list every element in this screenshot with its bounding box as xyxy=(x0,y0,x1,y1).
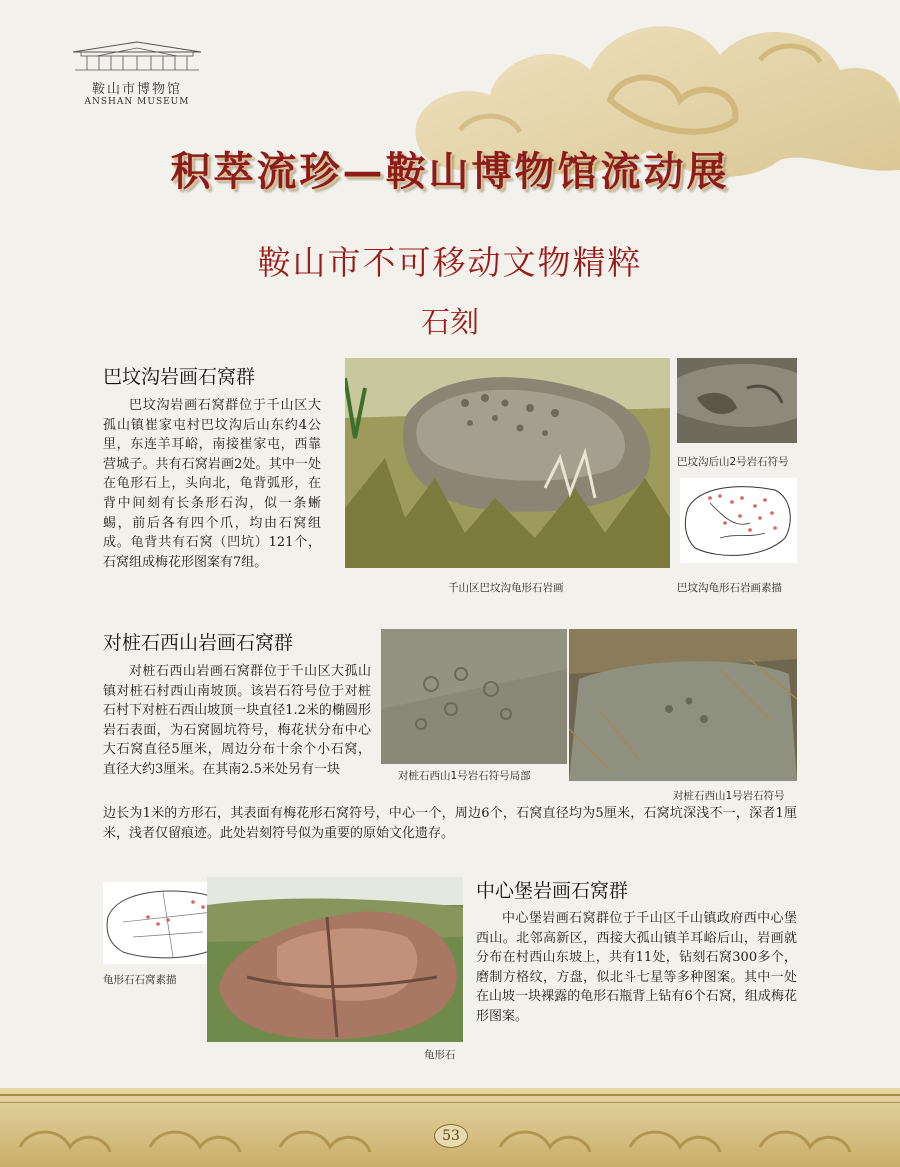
page-number-badge xyxy=(434,1124,468,1148)
turtle-rock-photo xyxy=(345,358,670,568)
section-2-heading: 对桩石西山岩画石窝群 xyxy=(103,632,294,654)
section-3-body: 中心堡岩画石窝群位于千山区千山镇政府西中心堡西山。北邻高新区，西接大孤山镇羊耳峪后山，岩画就分布在村西山东坡上，共有11处，钻刻石窝300多个，磨制方格纹，方盘，似北斗七星等多种图案。其中一处在山坡一块裸露的龟形石瓶背上钻有6个石窝，组成梅花形图案。 xyxy=(476,911,797,1024)
logo-chinese-name: 鞍山市博物馆 xyxy=(91,82,182,97)
caption-turtle-rock: 千山区巴坟沟龟形石岩画 xyxy=(448,582,564,594)
exhibition-title: 积萃流珍—鞍山博物馆流动展 xyxy=(170,148,730,195)
page-number: 53 xyxy=(442,1128,460,1144)
section-title: 石刻 xyxy=(420,305,479,339)
page-subtitle: 鞍山市不可移动文物精粹 xyxy=(257,243,643,282)
section-1-heading: 巴坟沟岩画石窝群 xyxy=(103,366,256,388)
section-2-body-narrow: 对桩石西山岩画石窝群位于千山区大孤山镇对桩石村西山南坡顶。该岩石符号位于对桩石村下对桩石西山坡顶一块直径1.2米的椭圆形岩石表面，为石窝圆坑符号，梅花状分布中心大石窝直径5厘米，周边分布十余个小石窝，直径大约3厘米。在其南2.5米处另有一块 xyxy=(103,664,371,777)
caption-rock-symbol-2: 巴坟沟后山2号岩石符号 xyxy=(677,456,789,468)
duizhuangshi-rock-photo xyxy=(569,629,797,781)
turtle-rock-sketch xyxy=(680,478,797,563)
rock-symbol-2-photo xyxy=(677,358,797,443)
turtle-stone-photo xyxy=(207,877,463,1042)
museum-logo xyxy=(62,38,212,107)
logo-english-name: ANSHAN MUSEUM xyxy=(84,97,190,107)
footer-band xyxy=(0,1088,900,1167)
section-1-body: 巴坟沟岩画石窝群位于千山区大孤山镇崔家屯村巴坟沟后山东约4公里，东连羊耳峪，南接崔家屯，西靠营城子。共有石窝岩画2处。其中一处在龟形石上，头向北，龟背弧形，在背中间刻有长条形石沟，似一条蜥蜴，前后各有四个爪，均由石窝组成。龟背共有石窝（凹坑）121个，石窝组成梅花形图案有7组。 xyxy=(103,398,321,570)
caption-turtle-stone-sketch: 龟形石石窝素描 xyxy=(103,974,177,986)
duizhuangshi-rock-detail-photo xyxy=(381,629,567,764)
section-2-body-wide: 边长为1米的方形石，其表面有梅花形石窝符号，中心一个，周边6个，石窝直径均为5厘米，石窝坑深浅不一，深者1厘米，浅者仅留痕迹。此处岩刻符号似为重要的原始文化遗存。 xyxy=(103,806,797,841)
caption-duizhuangshi-detail: 对桩石西山1号岩石符号局部 xyxy=(398,770,531,782)
caption-turtle-rock-sketch: 巴坟沟龟形石岩画素描 xyxy=(677,582,782,594)
caption-turtle-stone: 龟形石 xyxy=(424,1049,456,1061)
section-3-heading: 中心堡岩画石窝群 xyxy=(476,880,629,902)
caption-duizhuangshi-rock: 对桩石西山1号岩石符号 xyxy=(673,790,785,802)
museum-building-icon xyxy=(67,38,207,72)
